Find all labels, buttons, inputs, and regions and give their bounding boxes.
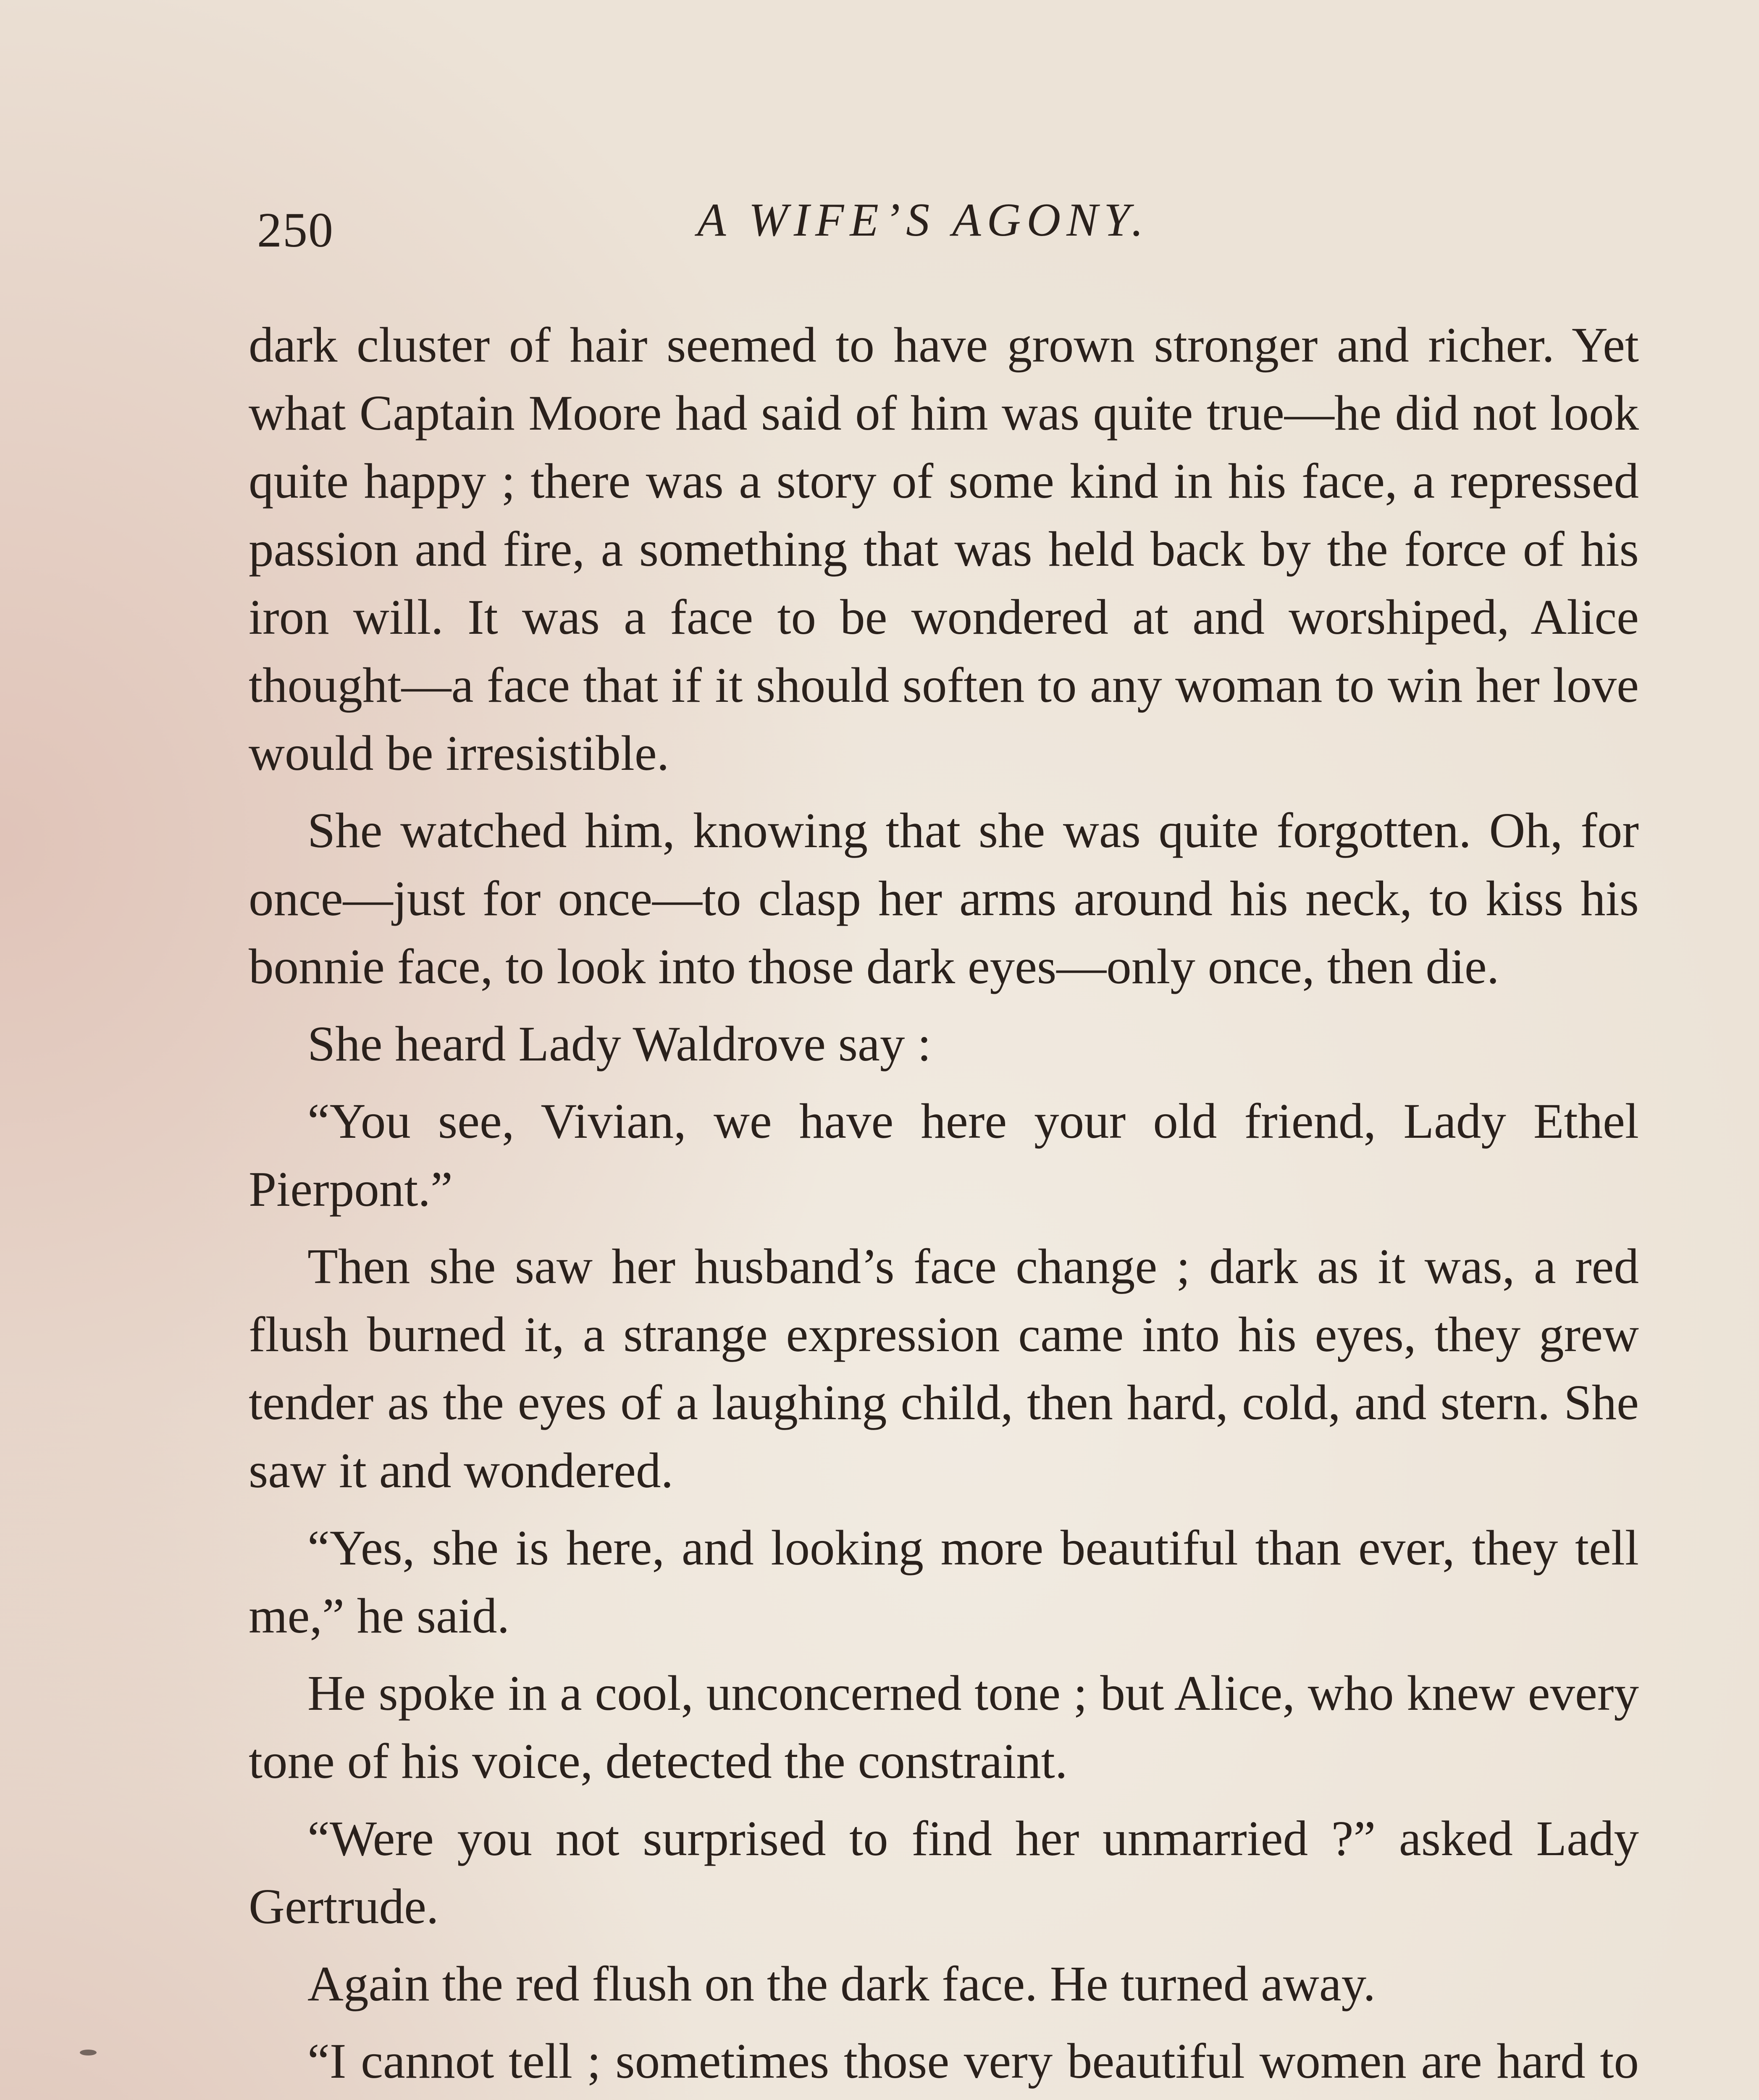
paragraph: She heard Lady Waldrove say : bbox=[307, 1016, 932, 1071]
paragraph: “Yes, she is here, and looking more beautiful than ever, they tell me,” he said. bbox=[249, 1520, 1639, 1643]
paragraph: “I cannot tell ; sometimes those very beautiful women are hard to bbox=[307, 2033, 1639, 2089]
page-number: 250 bbox=[257, 202, 334, 257]
paragraph: “Were you not surprised to find her unmarried ?” asked Lady Gertrude. bbox=[249, 1811, 1639, 1934]
body-text bbox=[249, 311, 1639, 2100]
paragraph: Again the red flush on the dark face. He turned away. bbox=[307, 1956, 1376, 2011]
paragraph: She watched him, knowing that she was quite forgotten. Oh, for once—just for once—to clasp her arms around his neck, to kiss his bonnie face, to look into those dark eyes—only once, then die. bbox=[249, 803, 1639, 994]
paper-speck bbox=[80, 2050, 97, 2055]
paragraph: dark cluster of hair seemed to have grown stronger and richer. Yet what Captain Moore had said of him was quite true—he did not look quite happy ; there was a story of some kind in his face, a repressed passion and fire, a something that was held back by the force of his iron will. It was a face to be wondered at and worshiped, Alice thought—a face that if it should soften to any woman to win her love would be irresistible. bbox=[249, 317, 1639, 781]
paragraph: “You see, Vivian, we have here your old friend, Lady Ethel Pierpont.” bbox=[249, 1093, 1639, 1217]
paragraph: Then she saw her husband’s face change ; dark as it was, a red flush burned it, a strange expression came into his eyes, they grew tender as the eyes of a laughing child, then hard, cold, and stern. She saw it and wondered. bbox=[249, 1239, 1639, 1498]
running-title: A WIFE’S AGONY. bbox=[697, 194, 1149, 246]
paragraph: He spoke in a cool, unconcerned tone ; but Alice, who knew every tone of his voice, detected the constraint. bbox=[249, 1665, 1639, 1789]
page-header bbox=[252, 193, 1651, 277]
